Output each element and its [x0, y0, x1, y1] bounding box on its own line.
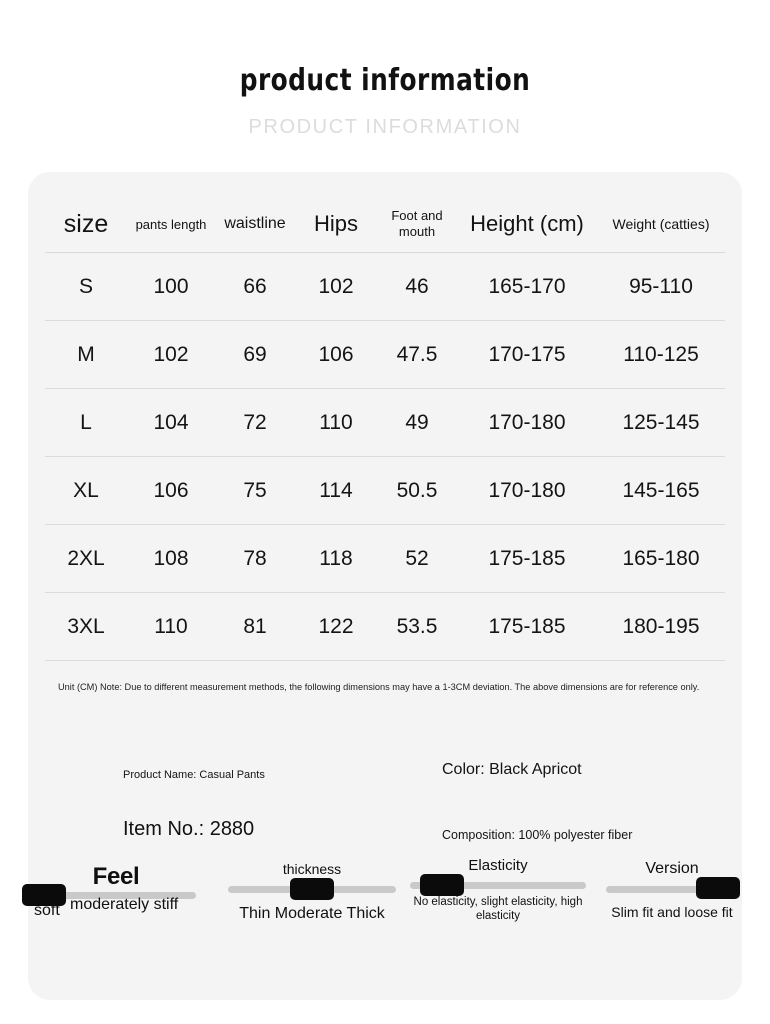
cell-weight: 110-125 [597, 321, 725, 389]
cell-height: 170-180 [457, 389, 597, 457]
product-color-label: Color: Black Apricot [442, 761, 582, 778]
cell-foot-and-mouth: 52 [377, 525, 457, 593]
cell-size: 2XL [45, 525, 127, 593]
slider-feel-title: Feel [92, 863, 140, 890]
column-header-weight: Weight (catties) [597, 196, 725, 253]
column-header-hips: Hips [295, 196, 377, 253]
slider-elasticity-thumb[interactable] [420, 874, 464, 896]
column-header-height: Height (cm) [457, 196, 597, 253]
column-header-size: size [45, 196, 127, 253]
slider-thickness-thumb[interactable] [290, 878, 334, 900]
cell-size: S [45, 253, 127, 321]
table-row [45, 457, 725, 525]
page-title: product information [239, 63, 531, 98]
cell-weight: 145-165 [597, 457, 725, 525]
column-header-foot-and-mouth: Foot and mouth [377, 196, 457, 253]
cell-size: M [45, 321, 127, 389]
cell-foot-and-mouth: 49 [377, 389, 457, 457]
attribute-sliders [28, 857, 742, 982]
table-header-row [45, 196, 725, 253]
slider-feel-caption-right: moderately stiff [70, 896, 179, 913]
table-row [45, 321, 725, 389]
slider-version-caption: Slim fit and loose fit [611, 904, 733, 920]
cell-foot-and-mouth: 50.5 [377, 457, 457, 525]
column-header-waistline: waistline [215, 196, 295, 253]
cell-waistline: 72 [215, 389, 295, 457]
measurement-note: Unit (CM) Note: Due to different measurement methods, the following dimensions may have a 1-3CM deviation. The above dimensions are for reference only. [58, 682, 700, 693]
product-details [28, 752, 742, 862]
cell-size: XL [45, 457, 127, 525]
size-chart-header [45, 196, 725, 253]
cell-foot-and-mouth: 53.5 [377, 593, 457, 661]
cell-height: 170-175 [457, 321, 597, 389]
page-subtitle: PRODUCT INFORMATION [248, 116, 522, 138]
cell-pants-length: 100 [127, 253, 215, 321]
slider-thickness[interactable] [228, 862, 396, 972]
cell-hips: 118 [295, 525, 377, 593]
cell-size: L [45, 389, 127, 457]
cell-size: 3XL [45, 593, 127, 661]
cell-pants-length: 104 [127, 389, 215, 457]
page-header [0, 64, 770, 138]
slider-feel[interactable] [36, 862, 196, 972]
slider-elasticity-title: Elasticity [468, 857, 528, 874]
cell-foot-and-mouth: 46 [377, 253, 457, 321]
slider-version[interactable] [606, 862, 738, 972]
column-header-pants-length: pants length [127, 196, 215, 253]
cell-weight: 165-180 [597, 525, 725, 593]
cell-pants-length: 108 [127, 525, 215, 593]
cell-waistline: 75 [215, 457, 295, 525]
cell-waistline: 81 [215, 593, 295, 661]
table-row [45, 253, 725, 321]
cell-weight: 125-145 [597, 389, 725, 457]
cell-pants-length: 102 [127, 321, 215, 389]
cell-waistline: 69 [215, 321, 295, 389]
slider-elasticity-caption: No elasticity, slight elasticity, high elasticity [413, 896, 583, 922]
cell-height: 175-185 [457, 525, 597, 593]
slider-thickness-title: thickness [282, 861, 342, 877]
cell-hips: 106 [295, 321, 377, 389]
slider-elasticity[interactable] [410, 857, 586, 972]
cell-weight: 180-195 [597, 593, 725, 661]
item-number-label: Item No.: 2880 [123, 818, 255, 840]
table-row [45, 389, 725, 457]
cell-waistline: 78 [215, 525, 295, 593]
slider-version-thumb[interactable] [696, 877, 740, 899]
cell-height: 175-185 [457, 593, 597, 661]
size-chart-table [45, 196, 725, 661]
size-chart-body [45, 253, 725, 661]
product-info-card [28, 172, 742, 1000]
cell-waistline: 66 [215, 253, 295, 321]
slider-thickness-caption: Thin Moderate Thick [239, 905, 385, 922]
cell-hips: 102 [295, 253, 377, 321]
slider-version-title: Version [645, 860, 699, 877]
cell-hips: 114 [295, 457, 377, 525]
cell-weight: 95-110 [597, 253, 725, 321]
composition-label: Composition: 100% polyester fiber [442, 828, 633, 842]
cell-foot-and-mouth: 47.5 [377, 321, 457, 389]
cell-height: 170-180 [457, 457, 597, 525]
table-row [45, 593, 725, 661]
cell-pants-length: 106 [127, 457, 215, 525]
cell-hips: 110 [295, 389, 377, 457]
slider-feel-caption-left: soft [34, 902, 60, 919]
cell-height: 165-170 [457, 253, 597, 321]
cell-pants-length: 110 [127, 593, 215, 661]
table-row [45, 525, 725, 593]
cell-hips: 122 [295, 593, 377, 661]
product-name-label: Product Name: Casual Pants [123, 769, 265, 781]
